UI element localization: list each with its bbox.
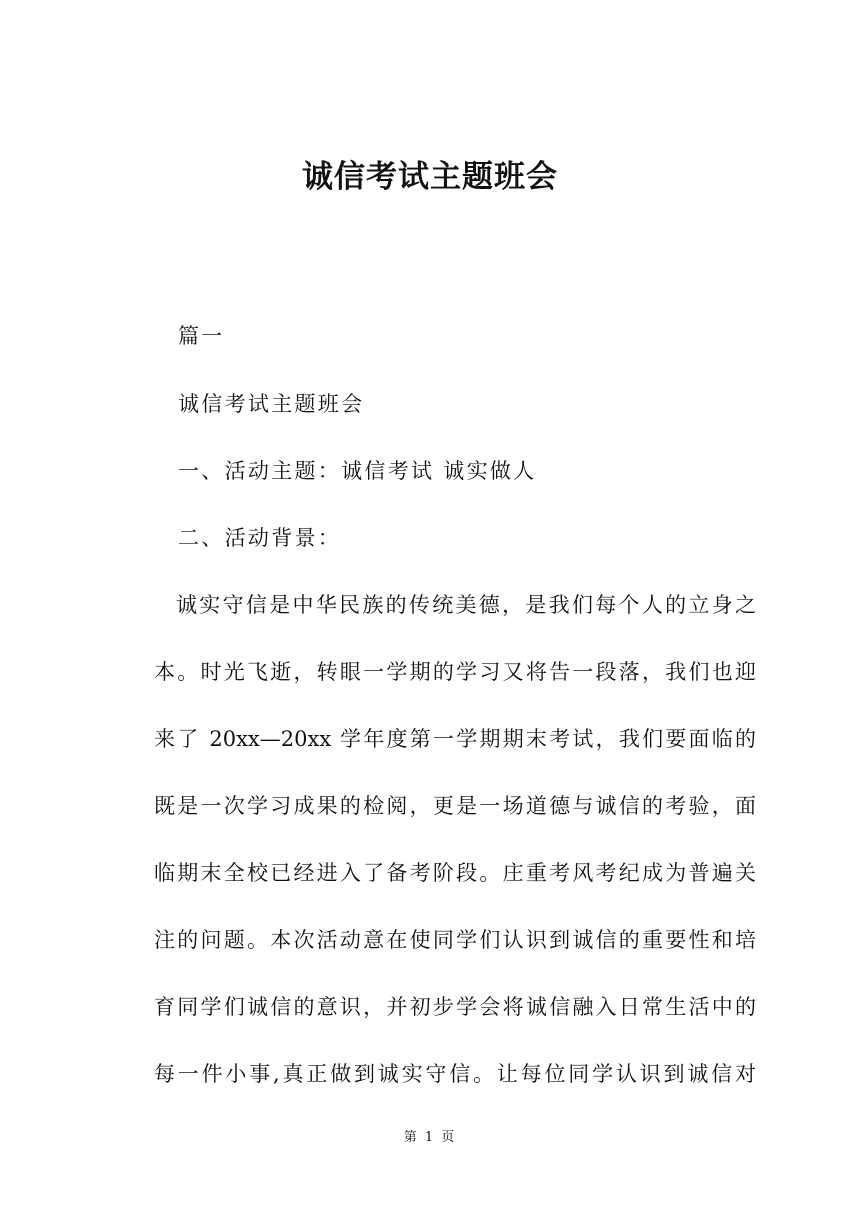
document-subtitle: 诚信考试主题班会: [178, 392, 365, 416]
document-title: 诚信考试主题班会: [302, 159, 558, 195]
page-number: 第 1 页: [403, 1130, 457, 1145]
paragraph-line: 本。时光飞逝，转眼一学期的学习又将告一段落，我们也迎: [154, 660, 756, 684]
paragraph-line: 临期末全校已经进入了备考阶段。庄重考风考纪成为普遍关: [154, 861, 756, 885]
paragraph-line: 来了 20xx—20xx 学年度第一学期期末考试，我们要面临的: [154, 727, 756, 751]
paragraph-line: 育同学们诚信的意识，并初步学会将诚信融入日常生活中的: [154, 995, 756, 1019]
paragraph-line: 每一件小事,真正做到诚实守信。让每位同学认识到诚信对: [154, 1062, 756, 1086]
heading-activity-background: 二、活动背景：: [178, 526, 342, 550]
paragraph-line: 诚实守信是中华民族的传统美德，是我们每个人的立身之: [176, 593, 756, 617]
paragraph-line: 注的问题。本次活动意在使同学们认识到诚信的重要性和培: [154, 928, 756, 952]
heading-activity-theme: 一、活动主题：诚信考试 诚实做人: [178, 459, 537, 483]
section-label: 篇一: [178, 324, 225, 348]
paragraph-line: 既是一次学习成果的检阅，更是一场道德与诚信的考验，面: [154, 794, 756, 818]
